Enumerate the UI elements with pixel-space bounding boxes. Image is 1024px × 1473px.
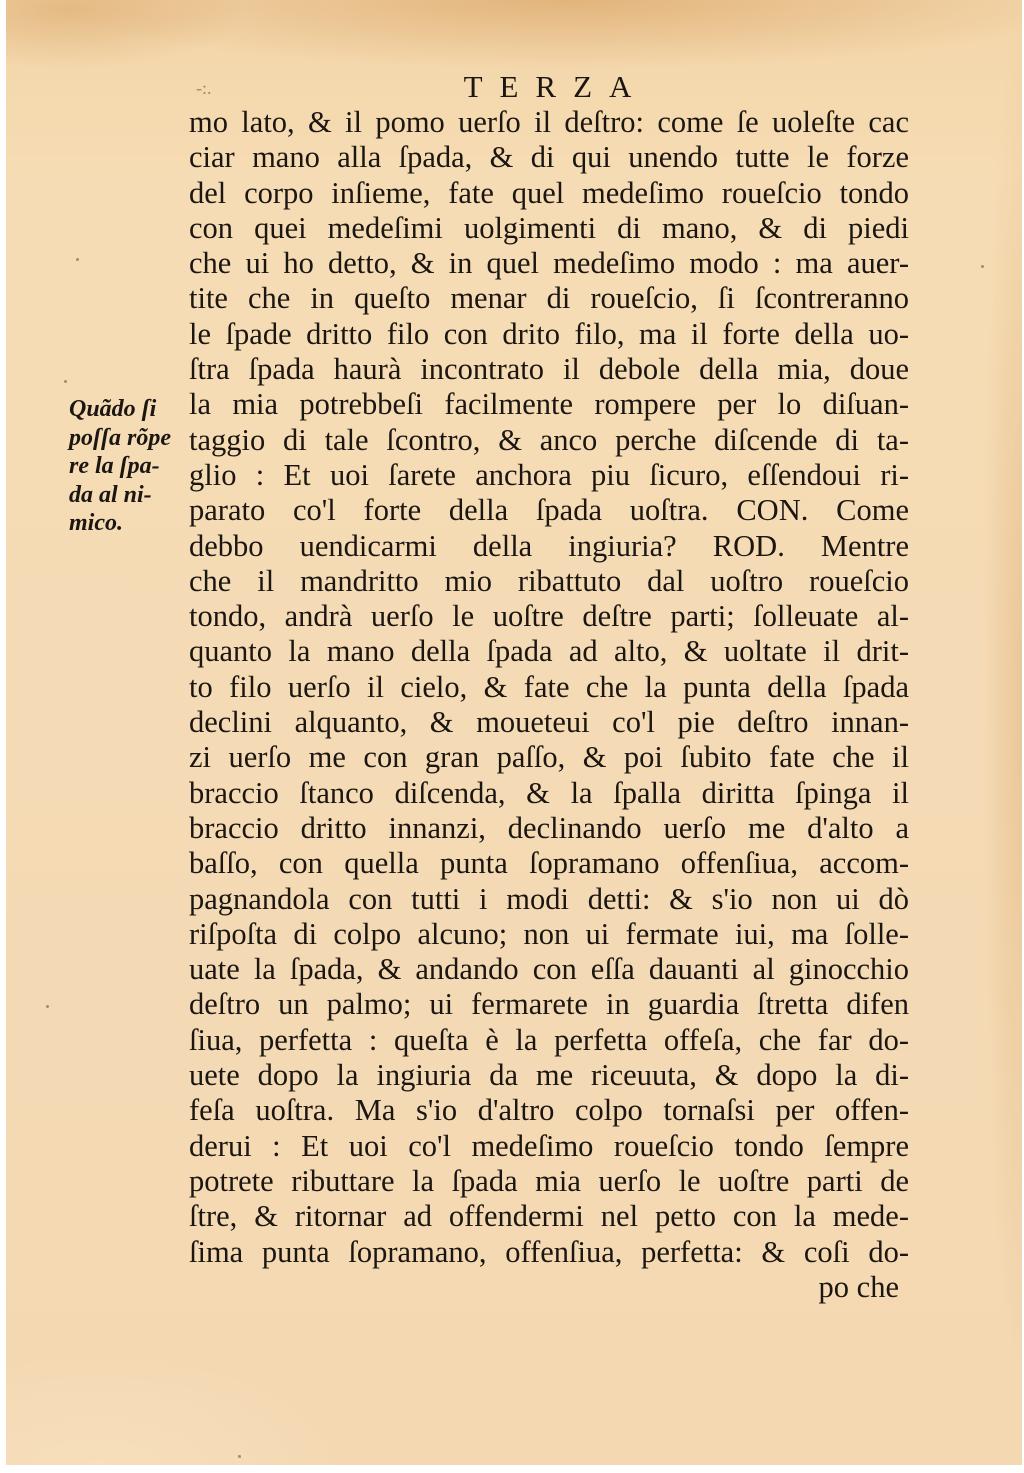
text-line: deſtro un palmo; ui fermarete in guardia ſtretta difen bbox=[189, 987, 909, 1022]
text-line: mo lato, & il pomo uerſo il deſtro: come ſe uoleſte cac bbox=[189, 105, 909, 139]
text-line: uate la ſpada, & andando con eſſa dauanti al ginocchio bbox=[189, 952, 909, 987]
paper-speck bbox=[64, 380, 67, 383]
running-head-mark: -:. bbox=[196, 78, 212, 98]
catchword: po che bbox=[818, 1269, 899, 1304]
text-line: feſa uoſtra. Ma s'io d'altro colpo tornaſsi per offen- bbox=[189, 1093, 909, 1128]
marginal-note-line: re la ſpa- bbox=[69, 453, 160, 479]
text-line: debbo uendicarmi della ingiuria? ROD. Mentre bbox=[189, 528, 909, 563]
text-line: del corpo inſieme, fate quel medeſimo roueſcio tondo bbox=[189, 175, 909, 210]
text-line: tite che in queſto menar di roueſcio, ſi ſcontreranno bbox=[189, 281, 909, 316]
text-line: ſtre, & ritornar ad offendermi nel petto con la mede- bbox=[189, 1199, 909, 1234]
text-line: braccio ſtanco diſcenda, & la ſpalla diritta ſpinga il bbox=[189, 775, 909, 810]
marginal-note-line: poſſa rõpe bbox=[69, 424, 171, 451]
body-text bbox=[189, 105, 909, 1305]
text-line: braccio dritto innanzi, declinando uerſo me d'alto a bbox=[189, 810, 909, 845]
text-line: tondo, andrà uerſo le uoſtre deſtre parti; ſolleuate al- bbox=[189, 599, 909, 634]
text-line: che ui ho detto, & in quel medeſimo modo : ma auer- bbox=[189, 246, 909, 281]
text-line: to filo uerſo il cielo, & fate che la punta della ſpada bbox=[189, 669, 909, 704]
paper-speck bbox=[46, 1005, 49, 1008]
text-line: ſiua, perfetta : queſta è la perfetta offeſa, che far do- bbox=[189, 1022, 909, 1057]
text-line: riſpoſta di colpo alcuno; non ui fermate iui, ma ſolle- bbox=[189, 916, 909, 951]
text-line: le ſpade dritto filo con drito filo, ma il forte della uo- bbox=[189, 316, 909, 351]
text-line: la mia potrebbeſi facilmente rompere per lo diſuan- bbox=[189, 387, 909, 422]
book-page bbox=[6, 0, 1022, 1465]
text-line: potrete ributtare la ſpada mia uerſo le uoſtre parti de bbox=[189, 1163, 909, 1198]
text-line: zi uerſo me con gran paſſo, & poi ſubito fate che il bbox=[189, 740, 909, 775]
text-line: taggio di tale ſcontro, & anco perche diſcende di ta- bbox=[189, 422, 909, 457]
text-line: glio : Et uoi ſarete anchora piu ſicuro, eſſendoui ri- bbox=[189, 457, 909, 492]
text-line: con quei medeſimi uolgimenti di mano, & di piedi bbox=[189, 210, 909, 245]
text-line: declini alquanto, & moueteui co'l pie deſtro innan- bbox=[189, 705, 909, 740]
text-line: ſima punta ſopramano, offenſiua, perfetta: & coſi do- bbox=[189, 1234, 909, 1269]
text-line: uete dopo la ingiuria da me riceuuta, & dopo la di- bbox=[189, 1058, 909, 1093]
marginal-note bbox=[69, 395, 184, 538]
text-line: derui : Et uoi co'l medeſimo roueſcio tondo ſempre bbox=[189, 1128, 909, 1163]
marginal-note-line: da al ni- bbox=[69, 481, 152, 508]
text-line: parato co'l forte della ſpada uoſtra. CON. Come bbox=[189, 493, 909, 528]
text-line: baſſo, con quella punta ſopramano offenſiua, accom- bbox=[189, 846, 909, 881]
running-head: TERZA bbox=[463, 69, 649, 104]
paper-speck bbox=[238, 1455, 241, 1458]
text-line: che il mandritto mio ribattuto dal uoſtro roueſcio bbox=[189, 563, 909, 598]
text-line: pagnandola con tutti i modi detti: & s'io non ui dò bbox=[189, 881, 909, 916]
text-line: ciar mano alla ſpada, & di qui unendo tutte le forze bbox=[189, 140, 909, 175]
marginal-note-line: mico. bbox=[69, 510, 123, 536]
text-line: ſtra ſpada haurà incontrato il debole della mia, doue bbox=[189, 352, 909, 387]
text-line: quanto la mano della ſpada ad alto, & uoltate il drit- bbox=[189, 634, 909, 669]
marginal-note-line: Quãdo ſi bbox=[69, 396, 157, 422]
paper-speck bbox=[76, 258, 79, 261]
paper-speck bbox=[981, 265, 984, 268]
